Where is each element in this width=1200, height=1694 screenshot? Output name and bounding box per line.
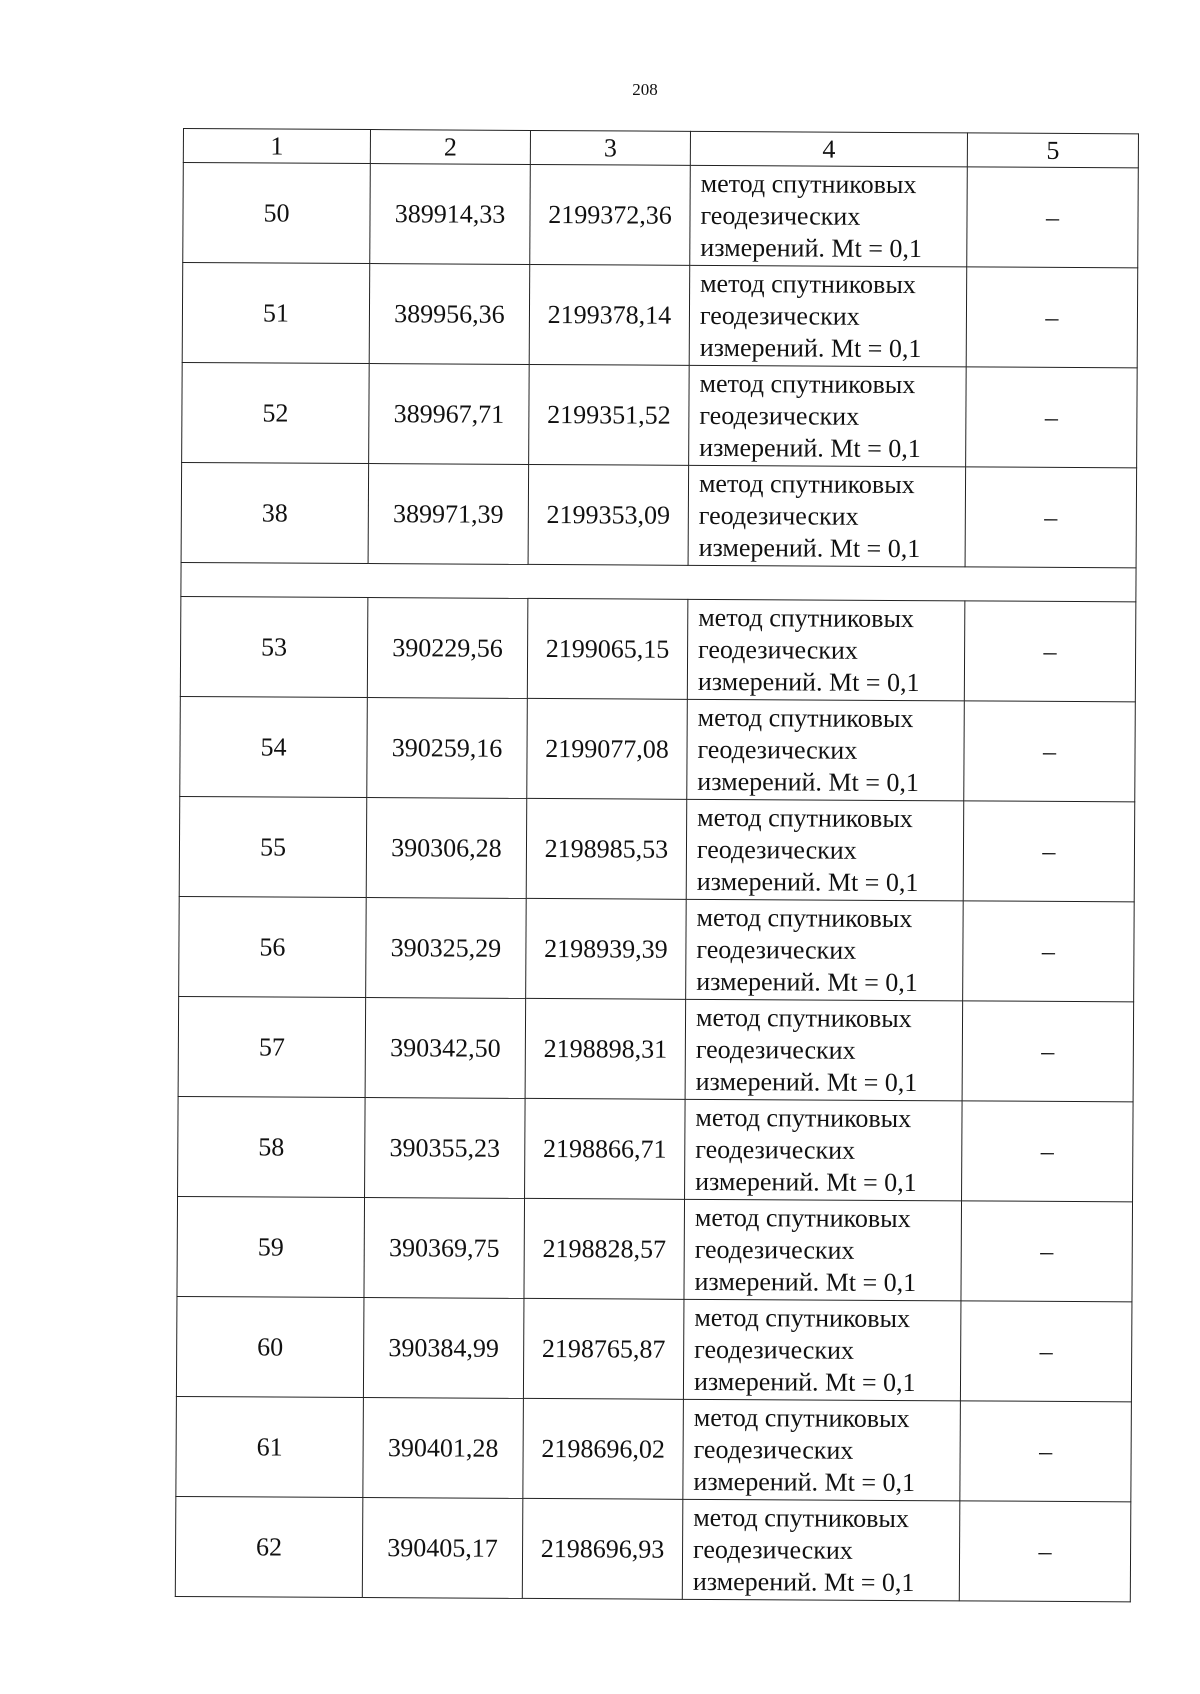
method-cell [682, 1499, 960, 1601]
method-line: измерений. Mt = 0,1 [698, 532, 921, 563]
x-coordinate-cell: 389971,39 [368, 464, 529, 565]
method-line: геодезических [700, 200, 861, 231]
method-cell [687, 599, 965, 701]
y-coordinate-cell: 2198765,87 [523, 1298, 684, 1399]
method-line: измерений. Mt = 0,1 [697, 666, 920, 697]
point-number-cell: 53 [180, 596, 368, 697]
note-cell: – [960, 1401, 1132, 1502]
method-cell [690, 165, 968, 267]
method-cell [688, 465, 966, 567]
method-line: метод спутниковых [700, 168, 917, 199]
method-line: измерений. Mt = 0,1 [696, 966, 918, 997]
method-line: измерений. Mt = 0,1 [692, 1566, 915, 1597]
point-number-cell: 38 [181, 462, 369, 563]
note-cell: – [961, 1201, 1133, 1302]
method-cell [687, 699, 965, 801]
x-coordinate-cell: 390401,28 [363, 1398, 524, 1499]
y-coordinate-cell: 2198939,39 [526, 898, 687, 999]
y-coordinate-cell: 2199372,36 [530, 164, 691, 265]
group-separator-cell [181, 562, 1136, 601]
method-cell [685, 999, 963, 1101]
method-line: метод спутниковых [696, 902, 913, 933]
method-line: метод спутниковых [694, 1202, 911, 1233]
y-coordinate-cell: 2198696,93 [522, 1498, 683, 1599]
y-coordinate-cell: 2199077,08 [527, 698, 688, 799]
method-line: геодезических [696, 934, 857, 965]
method-line: измерений. Mt = 0,1 [693, 1366, 916, 1397]
note-cell: – [963, 801, 1135, 902]
method-line: метод спутниковых [693, 1402, 910, 1433]
method-line: метод спутниковых [694, 1302, 911, 1333]
method-line: измерений. Mt = 0,1 [695, 1066, 918, 1097]
point-number-cell: 62 [175, 1496, 363, 1597]
coordinates-table [175, 128, 1139, 1602]
x-coordinate-cell: 390355,23 [365, 1098, 526, 1199]
point-number-cell: 57 [178, 996, 366, 1097]
header-row [183, 129, 1138, 168]
method-line: геодезических [694, 1234, 855, 1265]
point-number-cell: 60 [176, 1296, 364, 1397]
method-line: геодезических [694, 1334, 855, 1365]
y-coordinate-cell: 2199065,15 [527, 598, 688, 699]
y-coordinate-cell: 2199378,14 [529, 264, 690, 365]
point-number-cell: 61 [176, 1396, 364, 1497]
note-cell: – [965, 467, 1137, 568]
method-line: измерений. Mt = 0,1 [693, 1466, 916, 1497]
header-cell-3: 3 [530, 130, 690, 165]
method-line: измерений. Mt = 0,1 [695, 1166, 917, 1197]
method-line: геодезических [698, 634, 858, 665]
note-cell: – [967, 167, 1139, 268]
x-coordinate-cell: 390405,17 [362, 1498, 523, 1599]
table-row [181, 462, 1137, 567]
method-line: измерений. Mt = 0,1 [699, 332, 922, 363]
note-cell: – [966, 267, 1138, 368]
table-row [183, 163, 1139, 268]
table-row [176, 1296, 1132, 1401]
method-cell [686, 899, 964, 1001]
method-line: метод спутниковых [697, 702, 914, 733]
y-coordinate-cell: 2199351,52 [529, 364, 690, 465]
header-cell-5: 5 [967, 133, 1138, 168]
x-coordinate-cell: 390306,28 [366, 798, 527, 899]
header-cell-1: 1 [183, 129, 370, 164]
point-number-cell: 58 [178, 1096, 366, 1197]
note-cell: – [963, 901, 1135, 1002]
y-coordinate-cell: 2198866,71 [525, 1098, 686, 1199]
table-row [179, 896, 1135, 1001]
y-coordinate-cell: 2198828,57 [524, 1198, 685, 1299]
method-line: метод спутниковых [693, 1502, 910, 1533]
point-number-cell: 55 [179, 796, 367, 897]
x-coordinate-cell: 390384,99 [363, 1298, 524, 1399]
y-coordinate-cell: 2198985,53 [526, 798, 687, 899]
method-line: метод спутниковых [697, 802, 913, 833]
point-number-cell: 56 [179, 896, 367, 997]
note-cell: – [964, 601, 1136, 702]
note-cell: – [966, 367, 1138, 468]
method-cell [685, 1099, 963, 1201]
method-line: измерений. Mt = 0,1 [700, 232, 923, 263]
x-coordinate-cell: 389967,71 [369, 364, 530, 465]
point-number-cell: 59 [177, 1196, 365, 1297]
note-cell: – [960, 1301, 1132, 1402]
x-coordinate-cell: 390342,50 [365, 998, 526, 1099]
method-line: геодезических [695, 1034, 856, 1065]
method-line: геодезических [696, 834, 857, 865]
table-row [178, 1096, 1134, 1201]
table-row [178, 996, 1134, 1101]
note-cell: – [962, 1101, 1134, 1202]
y-coordinate-cell: 2198898,31 [525, 998, 686, 1099]
table-row [182, 263, 1138, 368]
method-line: измерений. Mt = 0,1 [699, 432, 921, 463]
x-coordinate-cell: 390325,29 [366, 898, 527, 999]
y-coordinate-cell: 2199353,09 [528, 464, 689, 565]
table-row [180, 696, 1136, 801]
x-coordinate-cell: 390259,16 [367, 698, 528, 799]
method-cell [683, 1299, 961, 1401]
method-line: метод спутниковых [698, 468, 915, 499]
x-coordinate-cell: 389956,36 [369, 264, 530, 365]
point-number-cell: 50 [183, 163, 371, 264]
x-coordinate-cell: 390369,75 [364, 1198, 525, 1299]
method-line: измерений. Mt = 0,1 [694, 1266, 917, 1297]
method-line: измерений. Mt = 0,1 [696, 866, 919, 897]
point-number-cell: 51 [182, 263, 370, 364]
table-row [177, 1196, 1133, 1301]
table-body [175, 129, 1138, 1602]
table-row [179, 796, 1135, 901]
method-line: геодезических [699, 400, 860, 431]
method-line: метод спутниковых [700, 268, 916, 299]
table-row [175, 1496, 1131, 1601]
table-row [180, 596, 1136, 701]
method-cell [689, 265, 967, 367]
method-line: метод спутниковых [695, 1102, 912, 1133]
header-cell-2: 2 [370, 130, 530, 165]
method-line: метод спутниковых [699, 368, 916, 399]
point-number-cell: 52 [182, 362, 370, 463]
method-line: геодезических [699, 300, 860, 331]
table-row [182, 362, 1138, 467]
x-coordinate-cell: 389914,33 [370, 164, 531, 265]
method-line: геодезических [697, 734, 858, 765]
note-cell: – [964, 701, 1136, 802]
header-cell-4: 4 [690, 131, 967, 167]
page-number: 208 [632, 80, 658, 99]
method-cell [689, 365, 967, 467]
table-row [176, 1396, 1132, 1501]
note-cell: – [962, 1001, 1134, 1102]
method-line: геодезических [698, 500, 859, 531]
method-line: геодезических [695, 1134, 856, 1165]
method-line: метод спутниковых [695, 1002, 912, 1033]
method-cell [684, 1199, 962, 1301]
x-coordinate-cell: 390229,56 [367, 598, 528, 699]
method-cell [686, 799, 964, 901]
method-line: метод спутниковых [698, 602, 915, 633]
method-line: геодезических [692, 1534, 853, 1565]
method-cell [683, 1399, 961, 1501]
note-cell: – [959, 1501, 1131, 1602]
method-line: геодезических [693, 1434, 854, 1465]
y-coordinate-cell: 2198696,02 [523, 1398, 684, 1499]
group-separator-row [181, 562, 1136, 601]
method-line: измерений. Mt = 0,1 [697, 766, 920, 797]
point-number-cell: 54 [180, 696, 368, 797]
